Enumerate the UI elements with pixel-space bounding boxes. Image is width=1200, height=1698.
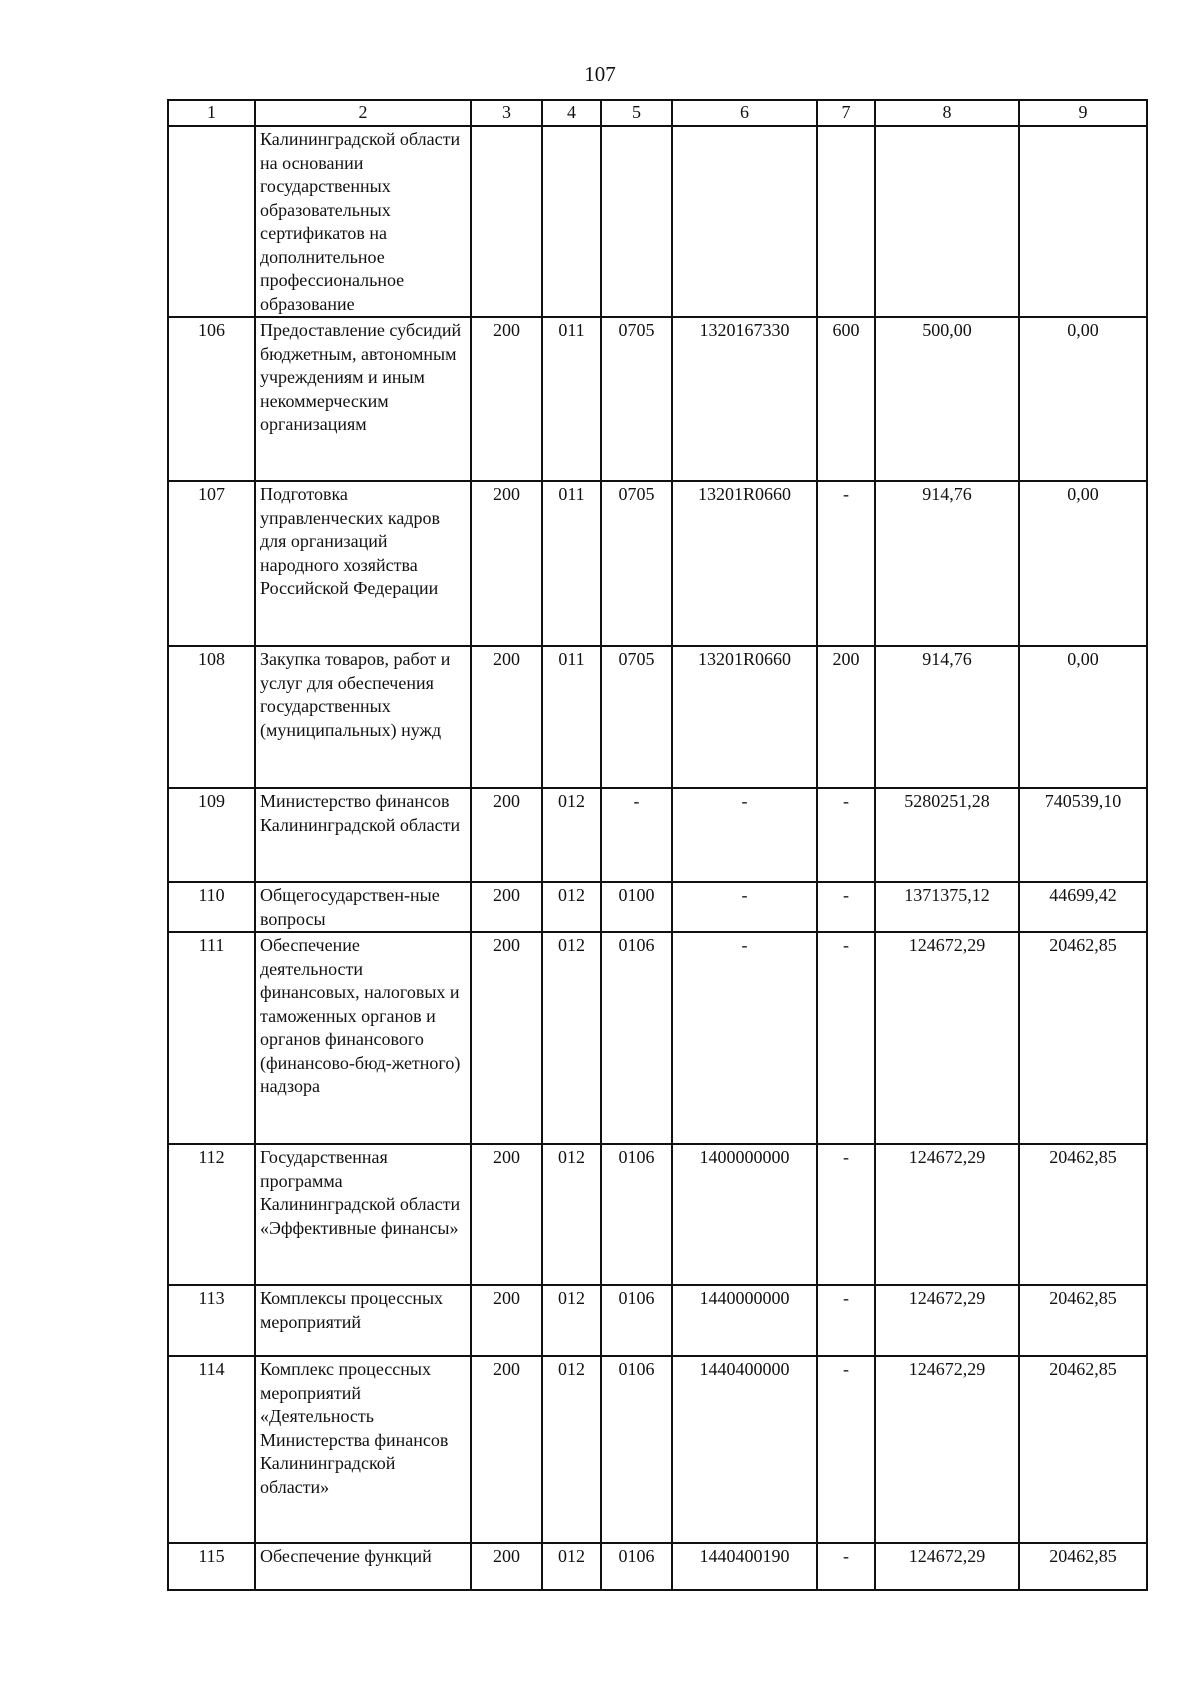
col-8-value: 124672,29 (875, 1144, 1019, 1285)
col-7-value: 600 (817, 317, 875, 481)
col-9-value: 20462,85 (1019, 1356, 1147, 1543)
table-row (168, 317, 1147, 481)
page-number: 107 (584, 62, 616, 86)
row-name: Подготовка управленческих кадров для организаций народного хозяйства Российской Федерации (255, 481, 471, 646)
budget-table (167, 99, 1148, 1591)
col-6-value: - (672, 882, 817, 932)
row-number: 115 (168, 1543, 255, 1590)
col-5-value: 0100 (601, 882, 672, 932)
header-col-7: 7 (817, 100, 875, 126)
table-row (168, 932, 1147, 1144)
col-6-value: 1400000000 (672, 1144, 817, 1285)
col-5-value (601, 126, 672, 317)
col-9-value (1019, 126, 1147, 317)
col-4-value: 012 (542, 1144, 601, 1285)
row-number: 106 (168, 317, 255, 481)
col-3-value: 200 (471, 317, 542, 481)
table-row (168, 646, 1147, 788)
col-6-value: - (672, 788, 817, 882)
header-col-5: 5 (601, 100, 672, 126)
col-8-value: 124672,29 (875, 932, 1019, 1144)
row-name: Предоставление субсидий бюджетным, автономным учреждениям и иным некоммерческим организациям (255, 317, 471, 481)
row-number (168, 126, 255, 317)
col-3-value: 200 (471, 788, 542, 882)
row-number: 109 (168, 788, 255, 882)
col-8-value: 500,00 (875, 317, 1019, 481)
col-7-value: - (817, 1356, 875, 1543)
table-row (168, 1543, 1147, 1590)
row-name: Комплексы процессных мероприятий (255, 1285, 471, 1356)
col-3-value: 200 (471, 1285, 542, 1356)
table-row (168, 481, 1147, 646)
row-name: Общегосударствен-ные вопросы (255, 882, 471, 932)
row-number: 114 (168, 1356, 255, 1543)
col-3-value: 200 (471, 932, 542, 1144)
row-name: Обеспечение деятельности финансовых, налоговых и таможенных органов и органов финансового (финансово-бюд-жетного) надзора (255, 932, 471, 1144)
col-6-value: 1440000000 (672, 1285, 817, 1356)
header-col-4: 4 (542, 100, 601, 126)
col-4-value: 012 (542, 882, 601, 932)
col-5-value: 0106 (601, 1543, 672, 1590)
col-7-value: - (817, 788, 875, 882)
col-6-value: 13201R0660 (672, 646, 817, 788)
col-5-value: 0106 (601, 1356, 672, 1543)
col-7-value: - (817, 1543, 875, 1590)
header-col-8: 8 (875, 100, 1019, 126)
row-name: Комплекс процессных мероприятий «Деятельность Министерства финансов Калининградской области» (255, 1356, 471, 1543)
col-9-value: 0,00 (1019, 481, 1147, 646)
col-5-value: 0705 (601, 481, 672, 646)
col-8-value: 914,76 (875, 481, 1019, 646)
row-number: 111 (168, 932, 255, 1144)
col-3-value: 200 (471, 646, 542, 788)
col-6-value (672, 126, 817, 317)
col-9-value: 20462,85 (1019, 932, 1147, 1144)
header-row (168, 100, 1147, 126)
col-5-value: 0106 (601, 932, 672, 1144)
col-6-value: 1440400000 (672, 1356, 817, 1543)
col-4-value: 012 (542, 1285, 601, 1356)
col-4-value: 012 (542, 932, 601, 1144)
col-5-value: 0705 (601, 646, 672, 788)
col-8-value: 1371375,12 (875, 882, 1019, 932)
col-9-value: 20462,85 (1019, 1144, 1147, 1285)
table-row (168, 126, 1147, 317)
header-col-6: 6 (672, 100, 817, 126)
col-5-value: 0106 (601, 1144, 672, 1285)
col-3-value: 200 (471, 882, 542, 932)
col-8-value: 5280251,28 (875, 788, 1019, 882)
col-8-value: 124672,29 (875, 1543, 1019, 1590)
col-6-value: 1320167330 (672, 317, 817, 481)
col-3-value (471, 126, 542, 317)
row-number: 110 (168, 882, 255, 932)
col-7-value: - (817, 1285, 875, 1356)
col-7-value: - (817, 932, 875, 1144)
col-3-value: 200 (471, 1144, 542, 1285)
table-row (168, 1285, 1147, 1356)
col-7-value: 200 (817, 646, 875, 788)
col-4-value (542, 126, 601, 317)
row-name: Калининградской области на основании государственных образовательных сертификатов на дополнительное профессиональное образование (255, 126, 471, 317)
col-8-value: 124672,29 (875, 1356, 1019, 1543)
header-col-9: 9 (1019, 100, 1147, 126)
header-col-3: 3 (471, 100, 542, 126)
row-number: 108 (168, 646, 255, 788)
col-8-value (875, 126, 1019, 317)
col-4-value: 012 (542, 1356, 601, 1543)
col-9-value: 20462,85 (1019, 1285, 1147, 1356)
col-5-value: 0705 (601, 317, 672, 481)
col-9-value: 0,00 (1019, 317, 1147, 481)
col-7-value (817, 126, 875, 317)
col-3-value: 200 (471, 1356, 542, 1543)
col-4-value: 011 (542, 646, 601, 788)
col-3-value: 200 (471, 481, 542, 646)
col-9-value: 20462,85 (1019, 1543, 1147, 1590)
col-9-value: 0,00 (1019, 646, 1147, 788)
col-9-value: 44699,42 (1019, 882, 1147, 932)
header-col-2: 2 (255, 100, 471, 126)
row-number: 113 (168, 1285, 255, 1356)
col-6-value: 13201R0660 (672, 481, 817, 646)
row-name: Министерство финансов Калининградской области (255, 788, 471, 882)
col-6-value: - (672, 932, 817, 1144)
col-5-value: 0106 (601, 1285, 672, 1356)
col-5-value: - (601, 788, 672, 882)
col-8-value: 124672,29 (875, 1285, 1019, 1356)
col-7-value: - (817, 882, 875, 932)
row-name: Обеспечение функций (255, 1543, 471, 1590)
col-7-value: - (817, 481, 875, 646)
table-row (168, 1356, 1147, 1543)
col-4-value: 011 (542, 481, 601, 646)
header-col-1: 1 (168, 100, 255, 126)
row-name: Закупка товаров, работ и услуг для обеспечения государственных (муниципальных) нужд (255, 646, 471, 788)
col-4-value: 012 (542, 788, 601, 882)
table-row (168, 882, 1147, 932)
col-7-value: - (817, 1144, 875, 1285)
table-row (168, 1144, 1147, 1285)
row-number: 112 (168, 1144, 255, 1285)
col-3-value: 200 (471, 1543, 542, 1590)
col-4-value: 012 (542, 1543, 601, 1590)
col-8-value: 914,76 (875, 646, 1019, 788)
col-6-value: 1440400190 (672, 1543, 817, 1590)
table-row (168, 788, 1147, 882)
col-9-value: 740539,10 (1019, 788, 1147, 882)
col-4-value: 011 (542, 317, 601, 481)
row-number: 107 (168, 481, 255, 646)
row-name: Государственная программа Калининградской области «Эффективные финансы» (255, 1144, 471, 1285)
